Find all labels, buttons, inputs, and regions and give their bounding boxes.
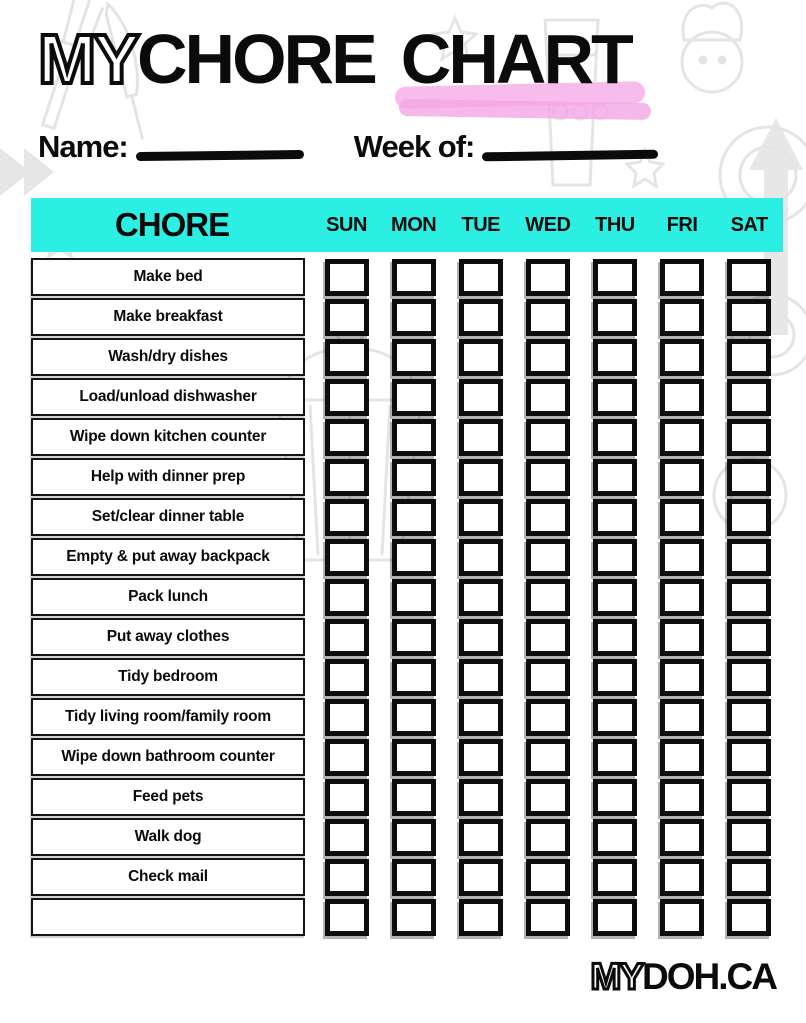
checkbox-mon-row6[interactable] (392, 459, 436, 496)
name-input-line[interactable] (136, 150, 304, 161)
checkbox-cell (380, 339, 447, 376)
chore-label: Tidy bedroom (31, 658, 305, 696)
chore-label: Tidy living room/family room (31, 698, 305, 736)
chore-column-header: CHORE (114, 206, 230, 243)
checkbox-thu-row10[interactable] (593, 619, 637, 656)
checkbox-sun-row14[interactable] (325, 779, 369, 816)
checkbox-cell (447, 459, 514, 496)
checkbox-sat-row7[interactable] (727, 499, 771, 536)
checkbox-wed-row17[interactable] (526, 899, 570, 936)
checkbox-cell (716, 899, 783, 936)
checkbox-cell (581, 339, 648, 376)
table-row (31, 538, 783, 576)
checkbox-cell (514, 419, 581, 456)
checkbox-sat-row17[interactable] (727, 899, 771, 936)
checkbox-fri-row14[interactable] (660, 779, 704, 816)
checkbox-fri-row17[interactable] (660, 899, 704, 936)
checkbox-fri-row16[interactable] (660, 859, 704, 896)
checkbox-fri-row10[interactable] (660, 619, 704, 656)
checkbox-cell (581, 419, 648, 456)
checkbox-thu-row6[interactable] (593, 459, 637, 496)
table-row (31, 378, 783, 416)
checkbox-sun-row9[interactable] (325, 579, 369, 616)
checkbox-cell (447, 419, 514, 456)
chore-label: Feed pets (31, 778, 305, 816)
checkbox-cell (313, 819, 380, 856)
checkbox-cell (716, 299, 783, 336)
checkbox-tue-row11[interactable] (459, 659, 503, 696)
checkbox-tue-row10[interactable] (459, 619, 503, 656)
checkbox-sat-row4[interactable] (727, 379, 771, 416)
checkbox-sat-row1[interactable] (727, 259, 771, 296)
checkbox-mon-row11[interactable] (392, 659, 436, 696)
checkbox-fri-row12[interactable] (660, 699, 704, 736)
checkbox-sun-row8[interactable] (325, 539, 369, 576)
checkbox-cell (716, 379, 783, 416)
checkbox-cell (648, 899, 715, 936)
chore-label: Empty & put away backpack (31, 538, 305, 576)
checkbox-cell (648, 739, 715, 776)
checkbox-cell (447, 699, 514, 736)
checkbox-cell (581, 859, 648, 896)
checkbox-cell (313, 739, 380, 776)
checkbox-cell (648, 299, 715, 336)
checkbox-mon-row10[interactable] (392, 619, 436, 656)
logo-my: MY (590, 956, 643, 997)
checkbox-sun-row12[interactable] (325, 699, 369, 736)
checkbox-cell (313, 859, 380, 896)
table-row (31, 498, 783, 536)
checkbox-fri-row2[interactable] (660, 299, 704, 336)
checkbox-cell (716, 739, 783, 776)
title-chart: CHART (401, 24, 631, 94)
checkbox-mon-row12[interactable] (392, 699, 436, 736)
checkbox-wed-row10[interactable] (526, 619, 570, 656)
checkbox-tue-row1[interactable] (459, 259, 503, 296)
checkbox-thu-row17[interactable] (593, 899, 637, 936)
page-title (38, 20, 631, 98)
page-header (38, 20, 631, 98)
checkbox-cell (514, 859, 581, 896)
checkbox-cell (581, 379, 648, 416)
checkbox-cell (380, 459, 447, 496)
checkbox-sat-row16[interactable] (727, 859, 771, 896)
checkbox-cell (581, 899, 648, 936)
checkbox-cell (581, 579, 648, 616)
checkbox-sun-row16[interactable] (325, 859, 369, 896)
table-row (31, 778, 783, 816)
checkbox-cell (716, 579, 783, 616)
checkbox-mon-row3[interactable] (392, 339, 436, 376)
checkbox-cell (648, 699, 715, 736)
checkbox-cell (447, 779, 514, 816)
checkbox-sun-row4[interactable] (325, 379, 369, 416)
checkbox-thu-row12[interactable] (593, 699, 637, 736)
checkbox-sun-row6[interactable] (325, 459, 369, 496)
checkbox-cell (648, 459, 715, 496)
checkbox-sat-row14[interactable] (727, 779, 771, 816)
checkbox-sat-row8[interactable] (727, 539, 771, 576)
checkbox-cell (648, 499, 715, 536)
name-field (38, 131, 304, 162)
checkbox-thu-row9[interactable] (593, 579, 637, 616)
checkbox-cell (313, 299, 380, 336)
checkbox-tue-row8[interactable] (459, 539, 503, 576)
checkbox-sun-row5[interactable] (325, 419, 369, 456)
checkbox-thu-row13[interactable] (593, 739, 637, 776)
checkbox-mon-row17[interactable] (392, 899, 436, 936)
checkbox-tue-row7[interactable] (459, 499, 503, 536)
checkbox-sun-row13[interactable] (325, 739, 369, 776)
checkbox-cell (447, 299, 514, 336)
footer-logo (591, 958, 776, 995)
checkbox-cell (716, 499, 783, 536)
checkbox-cell (514, 779, 581, 816)
checkbox-thu-row5[interactable] (593, 419, 637, 456)
table-row (31, 858, 783, 896)
checkbox-cell (648, 379, 715, 416)
checkbox-tue-row5[interactable] (459, 419, 503, 456)
checkbox-cell (313, 899, 380, 936)
checkbox-cell (313, 419, 380, 456)
checkbox-wed-row16[interactable] (526, 859, 570, 896)
checkbox-cell (648, 419, 715, 456)
chore-label: Wipe down kitchen counter (31, 418, 305, 456)
checkbox-wed-row9[interactable] (526, 579, 570, 616)
checkbox-cell (648, 339, 715, 376)
chore-label: Check mail (31, 858, 305, 896)
chore-chart (31, 198, 783, 938)
day-header-sat: SAT (730, 213, 768, 236)
chore-label: Load/unload dishwasher (31, 378, 305, 416)
table-row (31, 298, 783, 336)
checkbox-sun-row10[interactable] (325, 619, 369, 656)
checkbox-cell (447, 259, 514, 296)
checkbox-cell (514, 699, 581, 736)
checkbox-wed-row12[interactable] (526, 699, 570, 736)
checkbox-thu-row1[interactable] (593, 259, 637, 296)
checkbox-cell (313, 259, 380, 296)
checkbox-wed-row11[interactable] (526, 659, 570, 696)
table-row (31, 738, 783, 776)
checkbox-sat-row5[interactable] (727, 419, 771, 456)
checkbox-tue-row13[interactable] (459, 739, 503, 776)
name-label: Name: (38, 129, 128, 164)
checkbox-cell (447, 659, 514, 696)
checkbox-sat-row12[interactable] (727, 699, 771, 736)
checkbox-thu-row3[interactable] (593, 339, 637, 376)
checkbox-cell (716, 619, 783, 656)
checkbox-fri-row11[interactable] (660, 659, 704, 696)
checkbox-cell (380, 779, 447, 816)
checkbox-fri-row13[interactable] (660, 739, 704, 776)
checkbox-cell (313, 539, 380, 576)
table-row (31, 898, 783, 936)
chore-label: Put away clothes (31, 618, 305, 656)
week-of-input-line[interactable] (482, 150, 658, 162)
checkbox-sun-row2[interactable] (325, 299, 369, 336)
checkbox-cell (447, 579, 514, 616)
checkbox-sun-row15[interactable] (325, 819, 369, 856)
checkbox-cell (380, 379, 447, 416)
week-of-field (354, 131, 659, 162)
week-of-label: Week of: (353, 129, 475, 164)
checkbox-cell (447, 819, 514, 856)
chore-label: Make breakfast (31, 298, 305, 336)
checkbox-cell (313, 579, 380, 616)
checkbox-tue-row12[interactable] (459, 699, 503, 736)
checkbox-fri-row4[interactable] (660, 379, 704, 416)
checkbox-wed-row13[interactable] (526, 739, 570, 776)
checkbox-cell (581, 699, 648, 736)
checkbox-cell (716, 459, 783, 496)
checkbox-cell (581, 459, 648, 496)
checkbox-cell (380, 539, 447, 576)
day-header-sun: SUN (326, 213, 367, 236)
checkbox-fri-row1[interactable] (660, 259, 704, 296)
checkbox-cell (380, 579, 447, 616)
checkbox-cell (581, 499, 648, 536)
checkbox-wed-row4[interactable] (526, 379, 570, 416)
checkbox-cell (716, 259, 783, 296)
checkbox-cell (581, 659, 648, 696)
checkbox-mon-row13[interactable] (392, 739, 436, 776)
checkbox-wed-row15[interactable] (526, 819, 570, 856)
checkbox-cell (514, 739, 581, 776)
checkbox-cell (648, 539, 715, 576)
checkbox-cell (581, 299, 648, 336)
checkbox-fri-row3[interactable] (660, 339, 704, 376)
checkbox-tue-row2[interactable] (459, 299, 503, 336)
checkbox-cell (447, 899, 514, 936)
chore-table-rows (31, 258, 783, 936)
checkbox-fri-row6[interactable] (660, 459, 704, 496)
checkbox-cell (648, 779, 715, 816)
checkbox-cell (313, 659, 380, 696)
checkbox-cell (313, 379, 380, 416)
checkbox-cell (313, 779, 380, 816)
checkbox-wed-row8[interactable] (526, 539, 570, 576)
checkbox-cell (648, 659, 715, 696)
checkbox-fri-row9[interactable] (660, 579, 704, 616)
day-header-fri: FRI (666, 213, 698, 236)
checkbox-sun-row1[interactable] (325, 259, 369, 296)
table-row (31, 618, 783, 656)
checkbox-cell (514, 499, 581, 536)
checkbox-cell (447, 499, 514, 536)
table-row (31, 258, 783, 296)
checkbox-sun-row11[interactable] (325, 659, 369, 696)
checkbox-sat-row6[interactable] (727, 459, 771, 496)
logo-doh-ca: DOH.CA (642, 956, 776, 997)
checkbox-cell (648, 259, 715, 296)
checkbox-mon-row7[interactable] (392, 499, 436, 536)
checkbox-cell (514, 819, 581, 856)
chore-label: Make bed (31, 258, 305, 296)
checkbox-cell (514, 299, 581, 336)
checkbox-cell (514, 619, 581, 656)
checkbox-cell (313, 499, 380, 536)
chore-label: Set/clear dinner table (31, 498, 305, 536)
checkbox-sat-row13[interactable] (727, 739, 771, 776)
checkbox-cell (581, 619, 648, 656)
checkbox-mon-row4[interactable] (392, 379, 436, 416)
checkbox-wed-row14[interactable] (526, 779, 570, 816)
fields-row (38, 131, 658, 162)
checkbox-cell (716, 419, 783, 456)
checkbox-sun-row3[interactable] (325, 339, 369, 376)
checkbox-cell (581, 739, 648, 776)
checkbox-cell (514, 379, 581, 416)
checkbox-cell (380, 899, 447, 936)
checkbox-thu-row11[interactable] (593, 659, 637, 696)
checkbox-mon-row14[interactable] (392, 779, 436, 816)
checkbox-cell (716, 779, 783, 816)
day-header-mon: MON (391, 213, 437, 236)
table-row (31, 418, 783, 456)
checkbox-cell (514, 459, 581, 496)
checkbox-tue-row9[interactable] (459, 579, 503, 616)
checkbox-mon-row2[interactable] (392, 299, 436, 336)
checkbox-cell (447, 619, 514, 656)
checkbox-cell (380, 299, 447, 336)
checkbox-fri-row7[interactable] (660, 499, 704, 536)
table-header-bar (31, 198, 783, 252)
checkbox-cell (380, 819, 447, 856)
checkbox-mon-row15[interactable] (392, 819, 436, 856)
checkbox-mon-row9[interactable] (392, 579, 436, 616)
table-row (31, 338, 783, 376)
chore-label: Wash/dry dishes (31, 338, 305, 376)
checkbox-mon-row8[interactable] (392, 539, 436, 576)
table-row (31, 818, 783, 856)
chore-label: Pack lunch (31, 578, 305, 616)
chore-label: Wipe down bathroom counter (31, 738, 305, 776)
table-row (31, 458, 783, 496)
checkbox-mon-row1[interactable] (392, 259, 436, 296)
checkbox-wed-row7[interactable] (526, 499, 570, 536)
checkbox-cell (514, 339, 581, 376)
chore-label-empty (31, 898, 305, 936)
title-my: MY (38, 20, 137, 98)
checkbox-cell (380, 699, 447, 736)
checkbox-cell (380, 859, 447, 896)
checkbox-cell (447, 339, 514, 376)
checkbox-thu-row4[interactable] (593, 379, 637, 416)
checkbox-wed-row5[interactable] (526, 419, 570, 456)
checkbox-cell (648, 619, 715, 656)
checkbox-cell (380, 499, 447, 536)
checkbox-cell (514, 899, 581, 936)
checkbox-sat-row15[interactable] (727, 819, 771, 856)
checkbox-sun-row7[interactable] (325, 499, 369, 536)
checkbox-cell (648, 819, 715, 856)
checkbox-cell (514, 539, 581, 576)
checkbox-cell (380, 259, 447, 296)
checkbox-cell (313, 699, 380, 736)
day-header-wed: WED (525, 213, 571, 236)
checkbox-mon-row16[interactable] (392, 859, 436, 896)
checkbox-cell (581, 779, 648, 816)
chore-label: Walk dog (31, 818, 305, 856)
checkbox-thu-row15[interactable] (593, 819, 637, 856)
checkbox-fri-row8[interactable] (660, 539, 704, 576)
checkbox-wed-row6[interactable] (526, 459, 570, 496)
table-row (31, 578, 783, 616)
checkbox-tue-row14[interactable] (459, 779, 503, 816)
checkbox-cell (716, 819, 783, 856)
checkbox-cell (716, 699, 783, 736)
checkbox-sat-row11[interactable] (727, 659, 771, 696)
checkbox-tue-row17[interactable] (459, 899, 503, 936)
checkbox-cell (514, 259, 581, 296)
checkbox-cell (380, 619, 447, 656)
title-chore: CHORE (137, 20, 375, 98)
checkbox-cell (380, 739, 447, 776)
checkbox-cell (447, 859, 514, 896)
table-row (31, 698, 783, 736)
chore-label: Help with dinner prep (31, 458, 305, 496)
checkbox-cell (514, 659, 581, 696)
checkbox-sun-row17[interactable] (325, 899, 369, 936)
checkbox-thu-row14[interactable] (593, 779, 637, 816)
checkbox-cell (716, 339, 783, 376)
checkbox-cell (581, 819, 648, 856)
chef-icon (682, 3, 742, 92)
checkbox-cell (447, 739, 514, 776)
checkbox-cell (716, 659, 783, 696)
checkbox-sat-row10[interactable] (727, 619, 771, 656)
checkbox-wed-row3[interactable] (526, 339, 570, 376)
checkbox-sat-row2[interactable] (727, 299, 771, 336)
checkbox-wed-row2[interactable] (526, 299, 570, 336)
checkbox-sat-row9[interactable] (727, 579, 771, 616)
day-header-thu: THU (595, 213, 635, 236)
day-header-tue: TUE (461, 213, 500, 236)
checkbox-wed-row1[interactable] (526, 259, 570, 296)
checkbox-cell (313, 459, 380, 496)
checkbox-fri-row15[interactable] (660, 819, 704, 856)
checkbox-cell (380, 419, 447, 456)
checkbox-thu-row8[interactable] (593, 539, 637, 576)
checkbox-tue-row6[interactable] (459, 459, 503, 496)
checkbox-tue-row4[interactable] (459, 379, 503, 416)
checkbox-cell (648, 579, 715, 616)
checkbox-cell (514, 579, 581, 616)
table-row (31, 658, 783, 696)
checkbox-tue-row16[interactable] (459, 859, 503, 896)
checkbox-thu-row16[interactable] (593, 859, 637, 896)
checkbox-sat-row3[interactable] (727, 339, 771, 376)
checkbox-cell (581, 259, 648, 296)
checkbox-thu-row7[interactable] (593, 499, 637, 536)
checkbox-cell (313, 339, 380, 376)
checkbox-cell (447, 379, 514, 416)
checkbox-cell (716, 539, 783, 576)
checkbox-fri-row5[interactable] (660, 419, 704, 456)
checkbox-cell (447, 539, 514, 576)
checkbox-thu-row2[interactable] (593, 299, 637, 336)
checkbox-cell (716, 859, 783, 896)
checkbox-tue-row3[interactable] (459, 339, 503, 376)
checkbox-cell (313, 619, 380, 656)
checkbox-mon-row5[interactable] (392, 419, 436, 456)
checkbox-cell (380, 659, 447, 696)
checkbox-cell (581, 539, 648, 576)
checkbox-tue-row15[interactable] (459, 819, 503, 856)
checkbox-cell (648, 859, 715, 896)
